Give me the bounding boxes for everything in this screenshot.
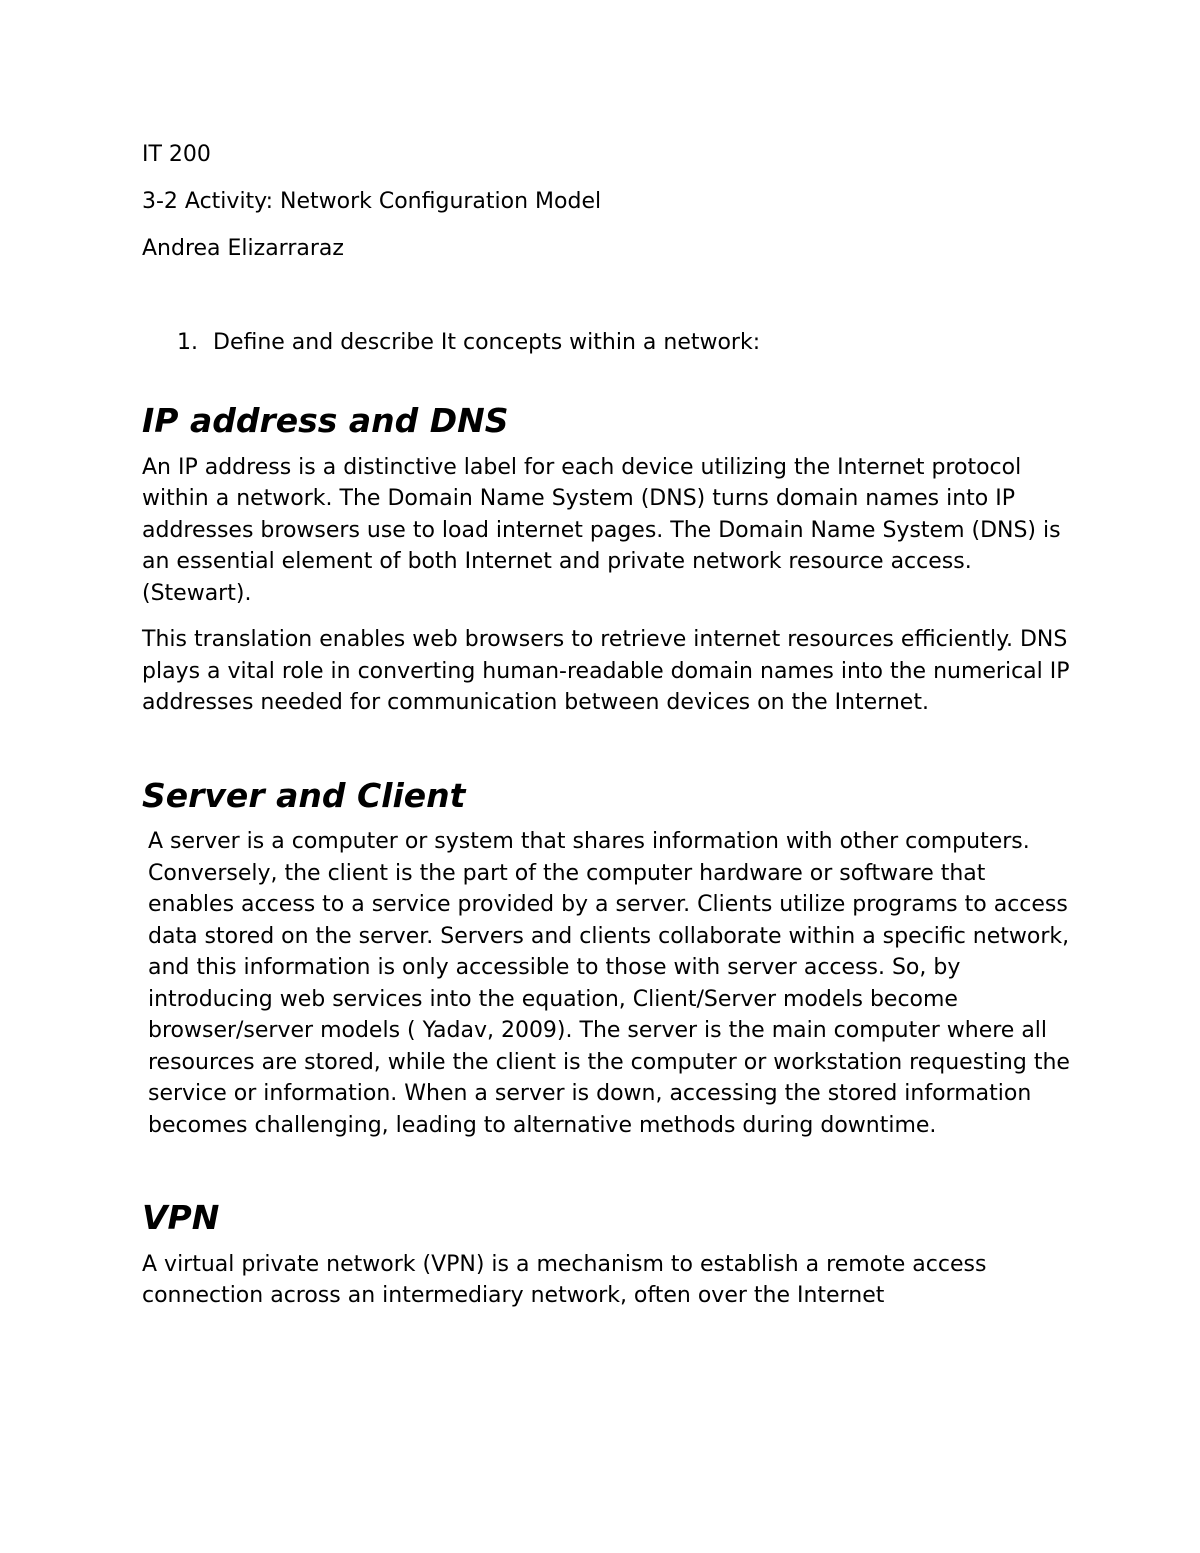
assignment-title: 3-2 Activity: Network Configuration Model — [142, 189, 602, 214]
paragraph-vpn-1: A virtual private network (VPN) is a mechanism to establish a remote access connection across an intermediary network, often over the Internet — [142, 1251, 987, 1308]
course-code: IT 200 — [142, 142, 211, 167]
section-heading-vpn: VPN — [142, 1198, 220, 1237]
section-heading-ip-dns: IP address and DNS — [142, 401, 509, 440]
author-name: Andrea Elizarraraz — [142, 236, 344, 261]
paragraph-server-client-1: A server is a computer or system that shares information with other computers. Conversely, the client is the part of the computer hardware or software that enables access to a service provided by a server. Clients utilize programs to access data stored on the server. Servers and clients collaborate within a specific network, and this information is only accessible to those with server access. So, by introducing web services into the equation, Client/Server models become browser/server models ( Yadav, 2009). The server is the main computer where all resources are stored, while the client is the computer or workstation requesting the service or information. When a server is down, accessing the stored information becomes challenging, leading to alternative methods during downtime. — [148, 829, 1070, 1138]
list-number: 1. — [177, 329, 198, 355]
list-item-text: Define and describe It concepts within a network: — [213, 329, 761, 355]
document-body — [142, 139, 1072, 1312]
paragraph-ip-dns-2: This translation enables web browsers to retrieve internet resources efficiently. DNS plays a vital role in converting human-readable domain names into the numerical IP addresses needed for communication between devices on the Internet. — [142, 627, 1070, 715]
list-item — [142, 327, 1072, 359]
paragraph-ip-dns-1: An IP address is a distinctive label for each device utilizing the Internet protocol within a network. The Domain Name System (DNS) turns domain names into IP addresses browsers use to load internet pages. The Domain Name System (DNS) is an essential element of both Internet and private network resource access. (Stewart). — [142, 454, 1061, 606]
section-heading-server-client: Server and Client — [142, 775, 466, 815]
numbered-list — [142, 327, 1072, 359]
